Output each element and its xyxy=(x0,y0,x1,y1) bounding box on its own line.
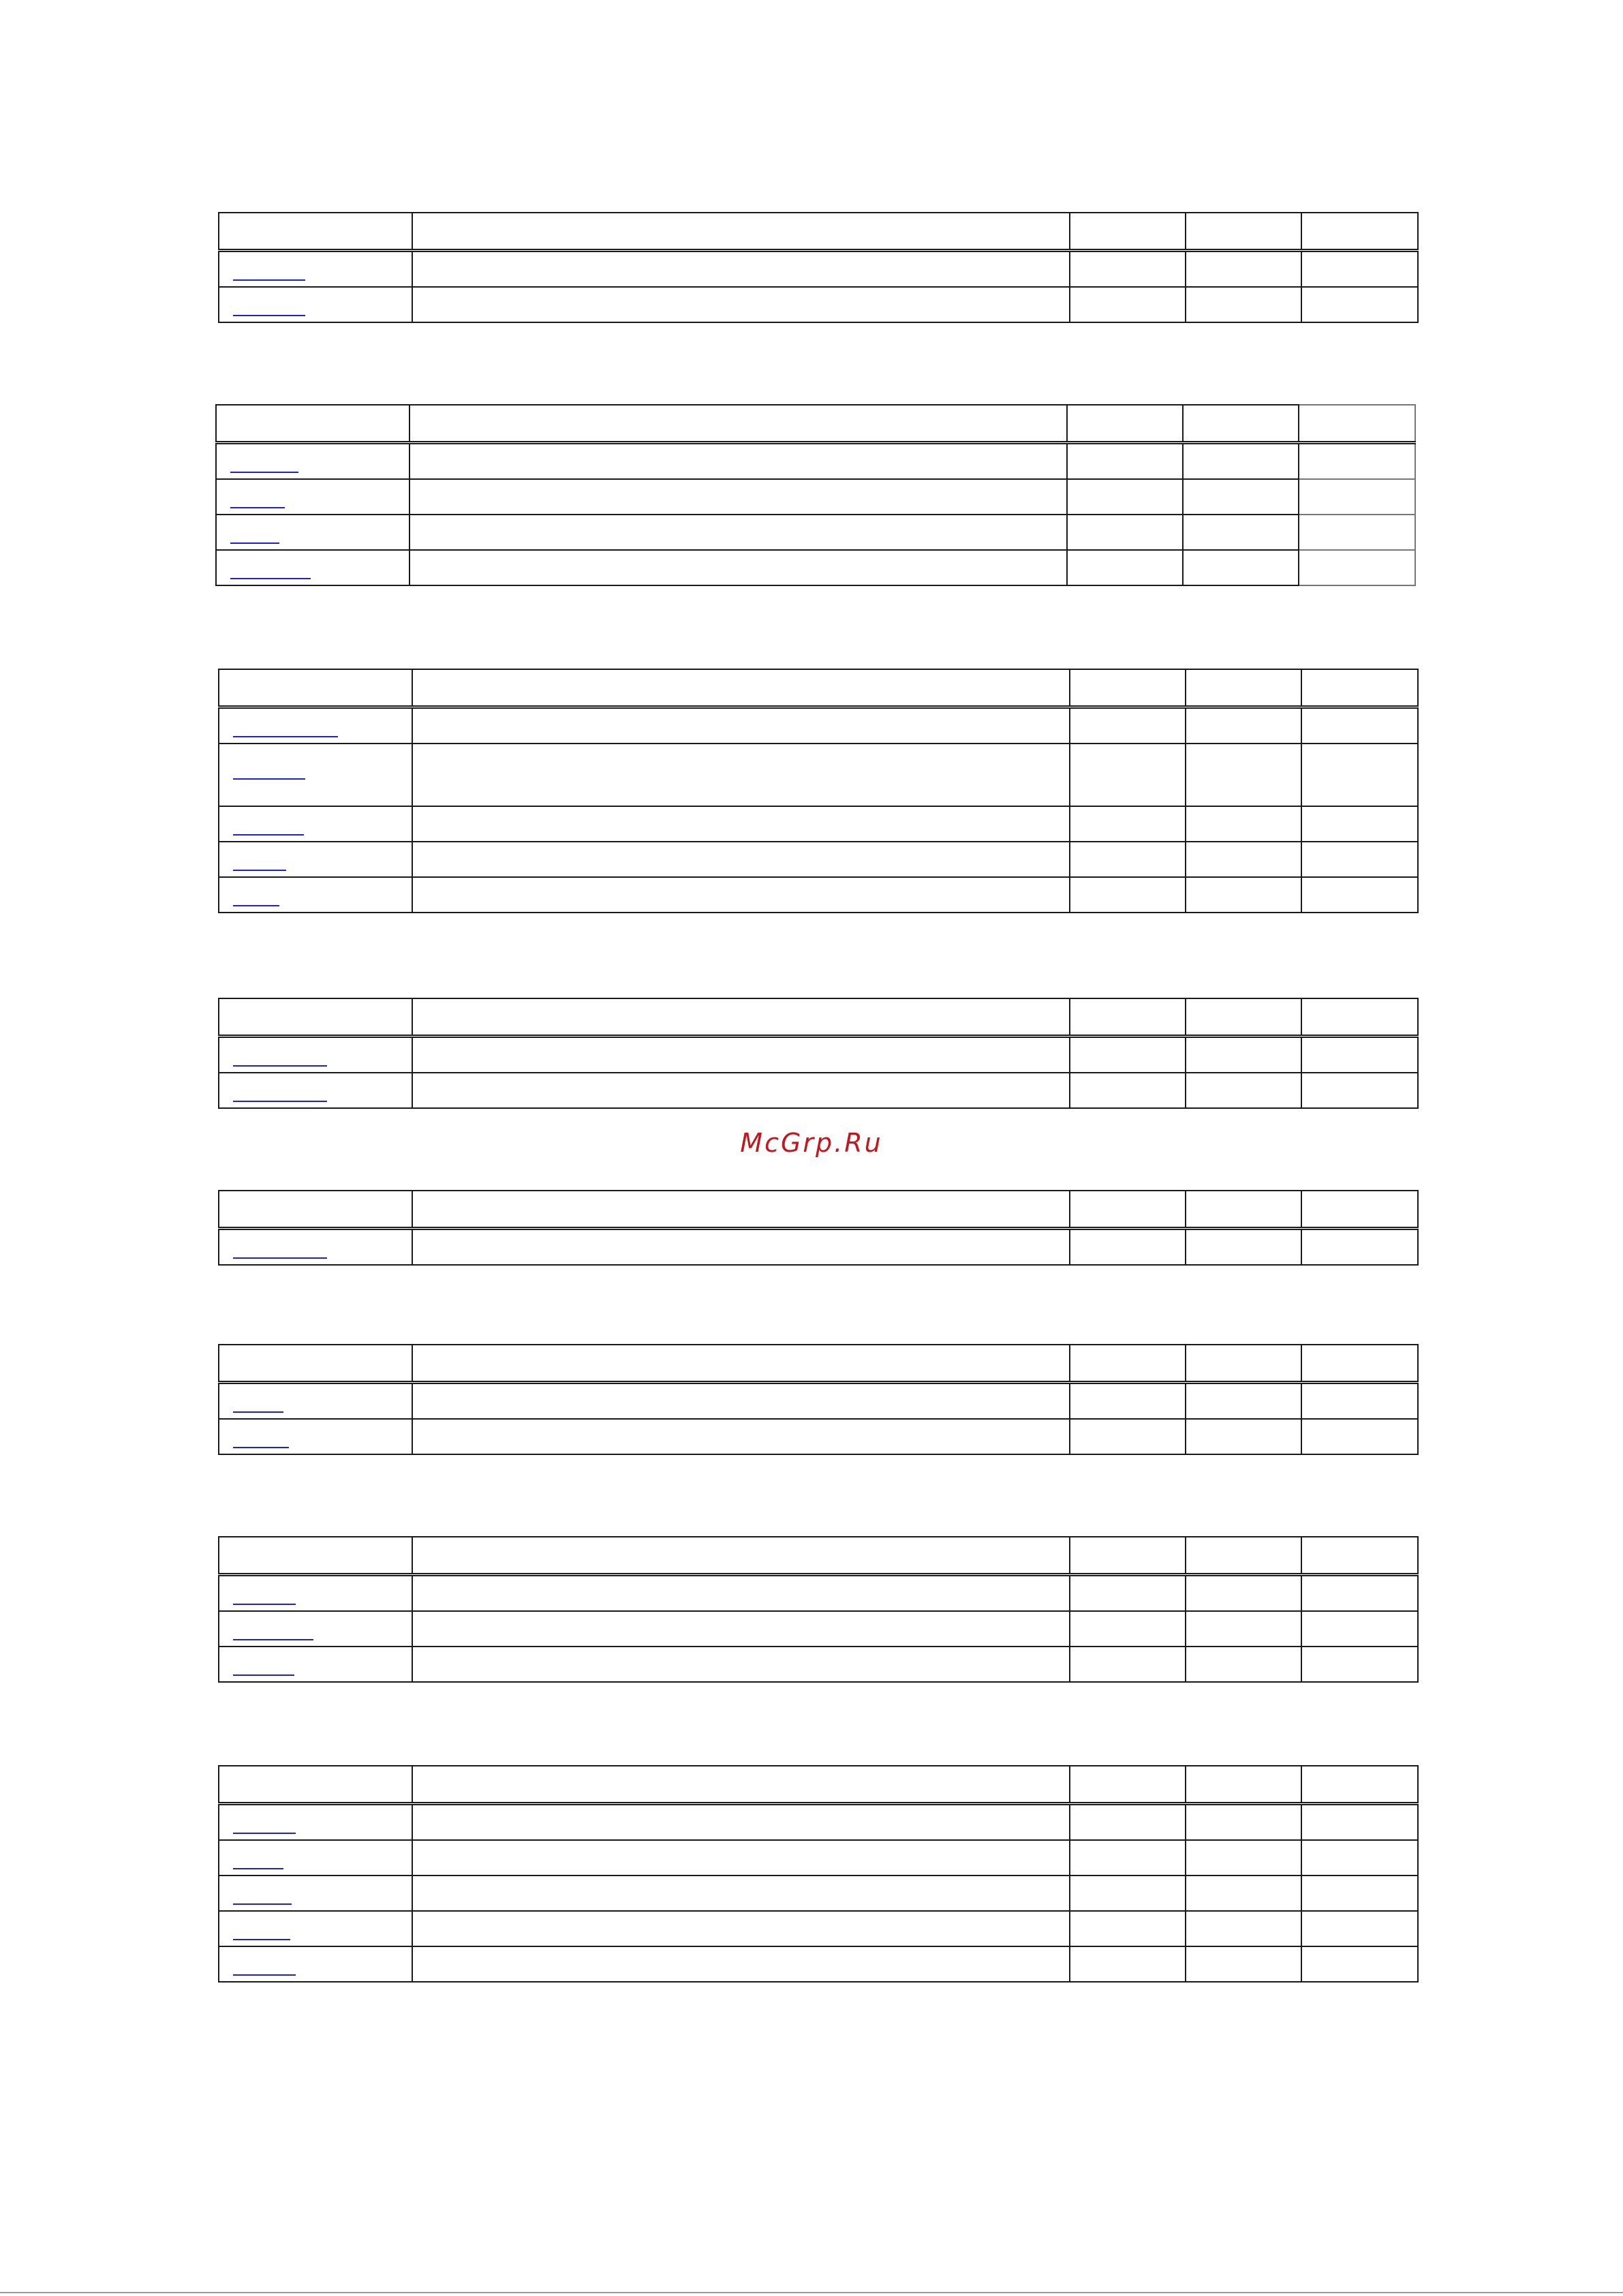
row-link[interactable] xyxy=(233,1939,290,1940)
row-link[interactable] xyxy=(233,1833,296,1834)
table-row xyxy=(216,479,1415,515)
row-link[interactable] xyxy=(230,472,298,473)
table-row xyxy=(219,1840,1418,1876)
row-link[interactable] xyxy=(230,542,279,544)
row-link[interactable] xyxy=(233,315,305,316)
table-6 xyxy=(218,1344,1419,1455)
row-link[interactable] xyxy=(233,1604,296,1605)
table-row xyxy=(219,1647,1418,1682)
row-link[interactable] xyxy=(233,279,305,281)
row-link[interactable] xyxy=(233,1903,292,1905)
row-link[interactable] xyxy=(233,905,279,906)
row-link[interactable] xyxy=(233,736,338,737)
table-header-row xyxy=(219,1345,1418,1383)
table-header-row xyxy=(219,669,1418,707)
watermark-text: McGrp.Ru xyxy=(740,1128,883,1158)
table-row xyxy=(219,1575,1418,1612)
row-link[interactable] xyxy=(233,1868,283,1869)
table-row xyxy=(219,1037,1418,1073)
table-row xyxy=(219,806,1418,842)
table-row xyxy=(219,1876,1418,1911)
table-header-row xyxy=(219,213,1418,251)
row-link[interactable] xyxy=(233,1674,294,1676)
row-link[interactable] xyxy=(233,1257,327,1259)
table-row xyxy=(216,550,1415,585)
row-link[interactable] xyxy=(233,1447,289,1448)
page-bottom-rule xyxy=(0,2292,1623,2293)
table-row xyxy=(219,251,1418,288)
table-5 xyxy=(218,1190,1419,1266)
table-header-row xyxy=(219,1766,1418,1804)
row-link[interactable] xyxy=(233,834,304,836)
table-row xyxy=(219,877,1418,913)
table-header-row xyxy=(216,405,1415,443)
row-link[interactable] xyxy=(233,778,305,780)
row-link[interactable] xyxy=(233,1974,296,1976)
table-row xyxy=(219,287,1418,322)
row-link[interactable] xyxy=(233,1065,327,1067)
table-row xyxy=(219,842,1418,877)
table-header-row xyxy=(219,1537,1418,1575)
table-row xyxy=(216,515,1415,550)
table-7 xyxy=(218,1536,1419,1683)
table-row xyxy=(219,1229,1418,1266)
table-8 xyxy=(218,1765,1419,1983)
row-link[interactable] xyxy=(233,1101,327,1102)
table-row xyxy=(219,1073,1418,1108)
table-row xyxy=(219,1804,1418,1841)
row-link[interactable] xyxy=(233,870,286,871)
table-row xyxy=(219,1911,1418,1946)
table-1 xyxy=(218,212,1419,323)
row-link[interactable] xyxy=(230,507,285,508)
table-row xyxy=(219,1383,1418,1420)
table-row xyxy=(219,707,1418,744)
row-link[interactable] xyxy=(230,578,311,579)
table-row xyxy=(219,744,1418,806)
table-header-row xyxy=(219,998,1418,1037)
table-row xyxy=(219,1419,1418,1454)
table-3 xyxy=(218,669,1419,913)
table-row xyxy=(219,1611,1418,1647)
table-row xyxy=(219,1946,1418,1982)
table-4 xyxy=(218,998,1419,1109)
row-link[interactable] xyxy=(233,1639,313,1640)
table-2 xyxy=(215,404,1416,586)
table-header-row xyxy=(219,1191,1418,1229)
row-link[interactable] xyxy=(233,1411,283,1413)
table-row xyxy=(216,443,1415,480)
